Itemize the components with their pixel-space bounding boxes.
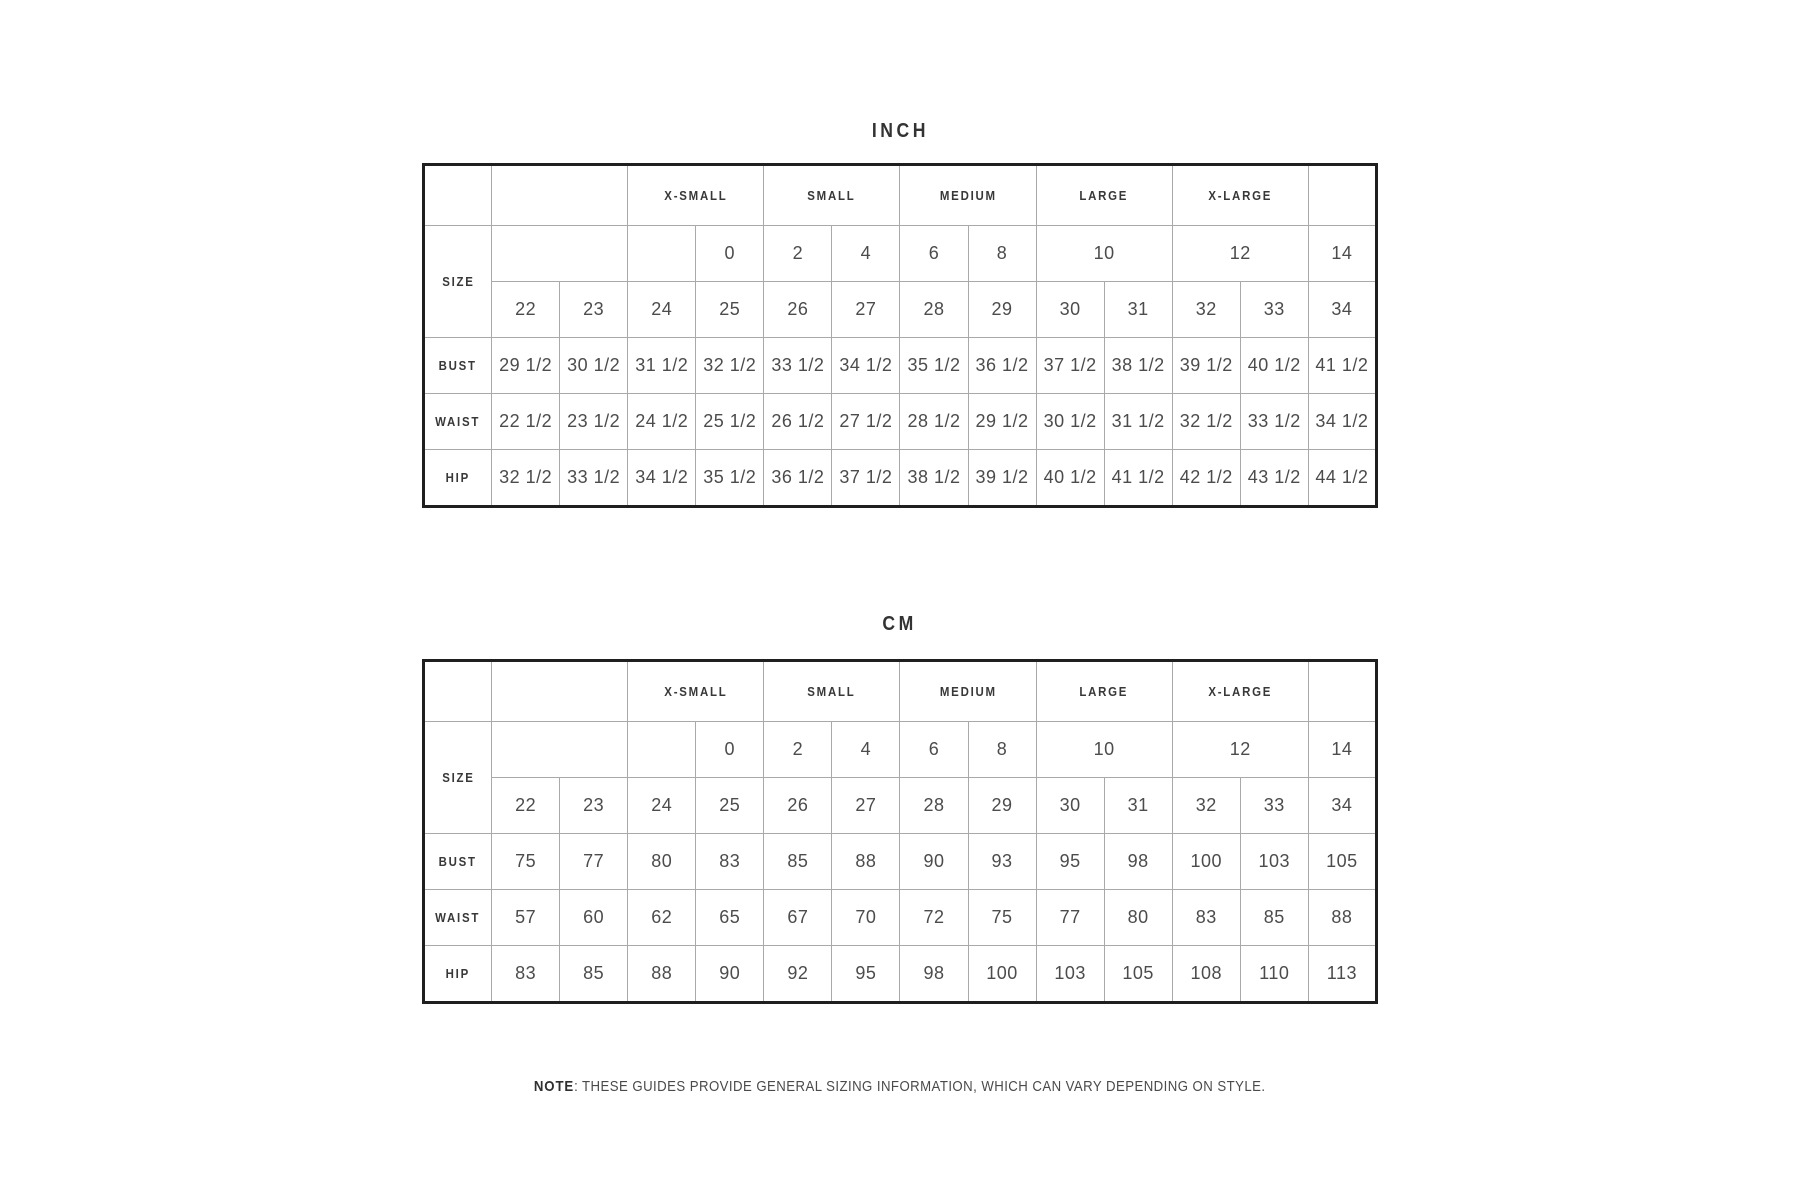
- group-header-cell-small: [764, 661, 900, 722]
- numeric-size-cell: 24: [628, 778, 696, 834]
- numeric-size-cell: 22: [492, 282, 560, 338]
- waist-value-cell: 29 1/2: [968, 394, 1036, 450]
- numeric-size-cell: 33: [1240, 282, 1308, 338]
- waist-value-cell: 22 1/2: [492, 394, 560, 450]
- numeric-size-cell: 30: [1036, 778, 1104, 834]
- cm-table-title: [422, 611, 1378, 637]
- bust-value-cell: 98: [1104, 834, 1172, 890]
- waist-value-cell: 32 1/2: [1172, 394, 1240, 450]
- cm-numeric-size-row: [424, 778, 1377, 834]
- bust-value-cell: 40 1/2: [1240, 338, 1308, 394]
- hip-value-cell: 105: [1104, 946, 1172, 1003]
- us-size-cell: 2: [764, 226, 832, 282]
- numeric-size-cell: 28: [900, 282, 968, 338]
- hip-value-cell: 32 1/2: [492, 450, 560, 507]
- bust-value-cell: 83: [696, 834, 764, 890]
- us-size-cell: 4: [832, 226, 900, 282]
- hip-value-cell: 83: [492, 946, 560, 1003]
- waist-value-cell: 85: [1240, 890, 1308, 946]
- blank-cell: [424, 661, 492, 722]
- measurement-label: WAIST: [435, 413, 481, 429]
- inch-size-table: [422, 163, 1378, 508]
- waist-value-cell: 31 1/2: [1104, 394, 1172, 450]
- numeric-size-cell: 34: [1308, 282, 1376, 338]
- measurement-label: HIP: [445, 965, 471, 981]
- waist-value-cell: 80: [1104, 890, 1172, 946]
- cm-group-header-row: [424, 661, 1377, 722]
- group-header-cell-medium: [900, 661, 1036, 722]
- hip-value-cell: 98: [900, 946, 968, 1003]
- waist-value-cell: 67: [764, 890, 832, 946]
- size-row-label: SIZE: [441, 273, 475, 289]
- hip-value-cell: 85: [560, 946, 628, 1003]
- bust-value-cell: 33 1/2: [764, 338, 832, 394]
- numeric-size-cell: 30: [1036, 282, 1104, 338]
- measurement-label-cell: [424, 338, 492, 394]
- us-size-cell: 8: [968, 226, 1036, 282]
- hip-value-cell: 44 1/2: [1308, 450, 1376, 507]
- us-size-cell: 14: [1308, 722, 1376, 778]
- inch-numeric-size-row: [424, 282, 1377, 338]
- us-size-cell: 10: [1036, 226, 1172, 282]
- inch-table-title-text: INCH: [871, 120, 929, 142]
- sizing-note-body: : THESE GUIDES PROVIDE GENERAL SIZING INFORMATION, WHICH CAN VARY DEPENDING ON STYLE.: [574, 1078, 1266, 1095]
- sizing-note-label: NOTE: [534, 1078, 575, 1095]
- group-header-label: LARGE: [1079, 683, 1129, 699]
- bust-value-cell: 105: [1308, 834, 1376, 890]
- us-size-cell: 14: [1308, 226, 1376, 282]
- us-size-cell: 0: [696, 722, 764, 778]
- us-size-cell: 12: [1172, 226, 1308, 282]
- hip-value-cell: 36 1/2: [764, 450, 832, 507]
- us-size-cell: 6: [900, 722, 968, 778]
- group-header-label: X-SMALL: [664, 187, 728, 203]
- waist-value-cell: 75: [968, 890, 1036, 946]
- hip-value-cell: 108: [1172, 946, 1240, 1003]
- waist-value-cell: 34 1/2: [1308, 394, 1376, 450]
- us-size-cell: 6: [900, 226, 968, 282]
- group-header-cell-x-small: [628, 661, 764, 722]
- inch-us-size-row: [424, 226, 1377, 282]
- measurement-label: BUST: [438, 357, 478, 373]
- size-row-label-cell: [424, 722, 492, 834]
- cm-us-size-row: [424, 722, 1377, 778]
- blank-cell: [628, 722, 696, 778]
- group-header-cell-small: [764, 165, 900, 226]
- measurement-label-cell: [424, 394, 492, 450]
- hip-value-cell: 103: [1036, 946, 1104, 1003]
- measurement-label-cell: [424, 450, 492, 507]
- waist-value-cell: 77: [1036, 890, 1104, 946]
- group-header-label: SMALL: [807, 683, 856, 699]
- bust-value-cell: 93: [968, 834, 1036, 890]
- numeric-size-cell: 27: [832, 282, 900, 338]
- hip-value-cell: 39 1/2: [968, 450, 1036, 507]
- numeric-size-cell: 29: [968, 282, 1036, 338]
- group-header-label: LARGE: [1079, 187, 1129, 203]
- group-header-label: X-LARGE: [1208, 187, 1273, 203]
- bust-value-cell: 39 1/2: [1172, 338, 1240, 394]
- hip-value-cell: 95: [832, 946, 900, 1003]
- bust-value-cell: 37 1/2: [1036, 338, 1104, 394]
- waist-value-cell: 27 1/2: [832, 394, 900, 450]
- group-header-label: MEDIUM: [939, 683, 997, 699]
- waist-value-cell: 24 1/2: [628, 394, 696, 450]
- bust-value-cell: 77: [560, 834, 628, 890]
- blank-cell: [492, 226, 628, 282]
- bust-value-cell: 34 1/2: [832, 338, 900, 394]
- numeric-size-cell: 26: [764, 778, 832, 834]
- waist-value-cell: 33 1/2: [1240, 394, 1308, 450]
- us-size-cell: 12: [1172, 722, 1308, 778]
- numeric-size-cell: 33: [1240, 778, 1308, 834]
- bust-value-cell: 75: [492, 834, 560, 890]
- bust-value-cell: 41 1/2: [1308, 338, 1376, 394]
- numeric-size-cell: 23: [560, 778, 628, 834]
- group-header-label: X-SMALL: [664, 683, 728, 699]
- hip-value-cell: 33 1/2: [560, 450, 628, 507]
- us-size-cell: 2: [764, 722, 832, 778]
- cm-bust-row: [424, 834, 1377, 890]
- hip-value-cell: 88: [628, 946, 696, 1003]
- hip-value-cell: 41 1/2: [1104, 450, 1172, 507]
- us-size-cell: 0: [696, 226, 764, 282]
- bust-value-cell: 32 1/2: [696, 338, 764, 394]
- us-size-cell: 8: [968, 722, 1036, 778]
- group-header-cell-large: [1036, 661, 1172, 722]
- bust-value-cell: 80: [628, 834, 696, 890]
- bust-value-cell: 95: [1036, 834, 1104, 890]
- numeric-size-cell: 26: [764, 282, 832, 338]
- blank-cell: [1308, 661, 1376, 722]
- hip-value-cell: 92: [764, 946, 832, 1003]
- hip-value-cell: 38 1/2: [900, 450, 968, 507]
- hip-value-cell: 37 1/2: [832, 450, 900, 507]
- waist-value-cell: 23 1/2: [560, 394, 628, 450]
- size-row-label: SIZE: [441, 769, 475, 785]
- sizing-note: [422, 1076, 1378, 1097]
- numeric-size-cell: 29: [968, 778, 1036, 834]
- size-row-label-cell: [424, 226, 492, 338]
- waist-value-cell: 70: [832, 890, 900, 946]
- bust-value-cell: 31 1/2: [628, 338, 696, 394]
- cm-table-title-text: CM: [882, 613, 918, 635]
- waist-value-cell: 57: [492, 890, 560, 946]
- bust-value-cell: 100: [1172, 834, 1240, 890]
- numeric-size-cell: 31: [1104, 282, 1172, 338]
- waist-value-cell: 60: [560, 890, 628, 946]
- bust-value-cell: 103: [1240, 834, 1308, 890]
- hip-value-cell: 34 1/2: [628, 450, 696, 507]
- group-header-cell-x-large: [1172, 165, 1308, 226]
- waist-value-cell: 26 1/2: [764, 394, 832, 450]
- blank-cell: [492, 661, 628, 722]
- hip-value-cell: 110: [1240, 946, 1308, 1003]
- bust-value-cell: 36 1/2: [968, 338, 1036, 394]
- cm-hip-row: [424, 946, 1377, 1003]
- blank-cell: [628, 226, 696, 282]
- group-header-label: MEDIUM: [939, 187, 997, 203]
- bust-value-cell: 85: [764, 834, 832, 890]
- us-size-cell: 10: [1036, 722, 1172, 778]
- inch-table-title: [422, 118, 1378, 144]
- cm-size-table: [422, 659, 1378, 1004]
- numeric-size-cell: 28: [900, 778, 968, 834]
- waist-value-cell: 62: [628, 890, 696, 946]
- hip-value-cell: 43 1/2: [1240, 450, 1308, 507]
- inch-bust-row: [424, 338, 1377, 394]
- blank-cell: [424, 165, 492, 226]
- bust-value-cell: 90: [900, 834, 968, 890]
- group-header-cell-medium: [900, 165, 1036, 226]
- hip-value-cell: 42 1/2: [1172, 450, 1240, 507]
- numeric-size-cell: 31: [1104, 778, 1172, 834]
- group-header-label: X-LARGE: [1208, 683, 1273, 699]
- hip-value-cell: 35 1/2: [696, 450, 764, 507]
- hip-value-cell: 90: [696, 946, 764, 1003]
- cm-waist-row: [424, 890, 1377, 946]
- blank-cell: [1308, 165, 1376, 226]
- numeric-size-cell: 24: [628, 282, 696, 338]
- measurement-label-cell: [424, 890, 492, 946]
- waist-value-cell: 30 1/2: [1036, 394, 1104, 450]
- waist-value-cell: 25 1/2: [696, 394, 764, 450]
- numeric-size-cell: 22: [492, 778, 560, 834]
- numeric-size-cell: 27: [832, 778, 900, 834]
- sizing-note-text: [534, 1076, 1266, 1097]
- inch-waist-row: [424, 394, 1377, 450]
- numeric-size-cell: 25: [696, 282, 764, 338]
- hip-value-cell: 40 1/2: [1036, 450, 1104, 507]
- measurement-label-cell: [424, 946, 492, 1003]
- numeric-size-cell: 32: [1172, 778, 1240, 834]
- bust-value-cell: 35 1/2: [900, 338, 968, 394]
- waist-value-cell: 72: [900, 890, 968, 946]
- bust-value-cell: 88: [832, 834, 900, 890]
- waist-value-cell: 65: [696, 890, 764, 946]
- group-header-cell-x-large: [1172, 661, 1308, 722]
- measurement-label: BUST: [438, 853, 478, 869]
- inch-hip-row: [424, 450, 1377, 507]
- measurement-label: WAIST: [435, 909, 481, 925]
- bust-value-cell: 29 1/2: [492, 338, 560, 394]
- measurement-label-cell: [424, 834, 492, 890]
- group-header-label: SMALL: [807, 187, 856, 203]
- group-header-cell-x-small: [628, 165, 764, 226]
- waist-value-cell: 88: [1308, 890, 1376, 946]
- us-size-cell: 4: [832, 722, 900, 778]
- group-header-cell-large: [1036, 165, 1172, 226]
- inch-group-header-row: [424, 165, 1377, 226]
- size-guide-content: [422, 118, 1378, 1097]
- numeric-size-cell: 23: [560, 282, 628, 338]
- numeric-size-cell: 34: [1308, 778, 1376, 834]
- blank-cell: [492, 722, 628, 778]
- blank-cell: [492, 165, 628, 226]
- bust-value-cell: 38 1/2: [1104, 338, 1172, 394]
- bust-value-cell: 30 1/2: [560, 338, 628, 394]
- hip-value-cell: 113: [1308, 946, 1376, 1003]
- hip-value-cell: 100: [968, 946, 1036, 1003]
- waist-value-cell: 28 1/2: [900, 394, 968, 450]
- measurement-label: HIP: [445, 469, 471, 485]
- waist-value-cell: 83: [1172, 890, 1240, 946]
- numeric-size-cell: 25: [696, 778, 764, 834]
- numeric-size-cell: 32: [1172, 282, 1240, 338]
